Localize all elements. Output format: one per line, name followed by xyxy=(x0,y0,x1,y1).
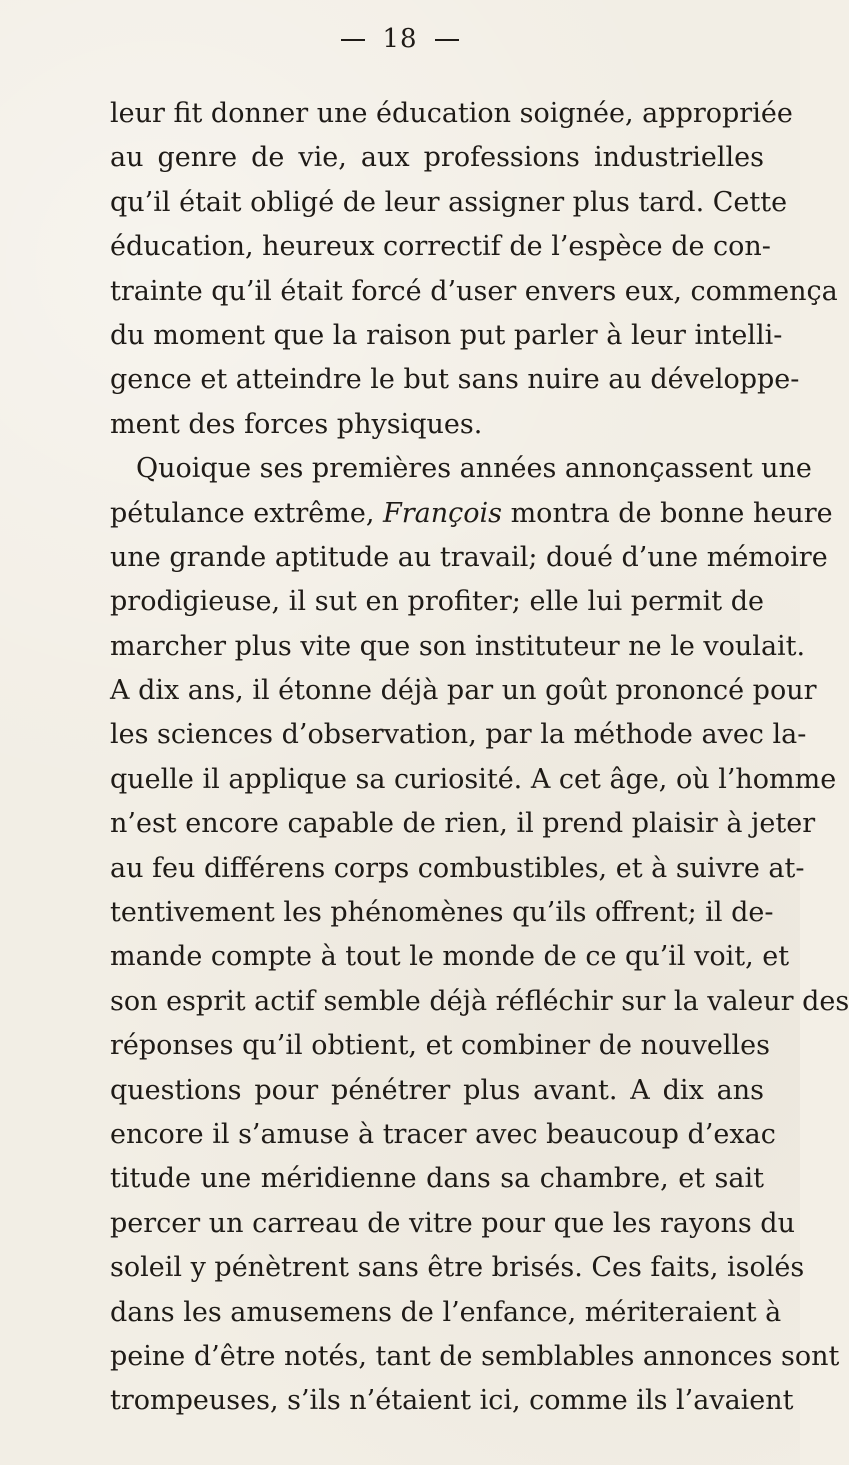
text-line: les sciences d’observation, par la méthode avec la- xyxy=(110,719,807,751)
text-line: tentivement les phénomènes qu’ils offrent; il de- xyxy=(110,897,774,929)
text-line: éducation, heureux correctif de l’espèce de con- xyxy=(110,231,771,263)
text-line: trompeuses, s’ils n’étaient ici, comme ils l’avaient xyxy=(110,1385,794,1417)
text-line: réponses qu’il obtient, et combiner de nouvelles xyxy=(110,1030,770,1062)
text-line: n’est encore capable de rien, il prend plaisir à jeter xyxy=(110,808,816,840)
text-segment: montra de bonne heure xyxy=(502,497,833,529)
text-line: A dix ans, il étonne déjà par un goût prononcé pour xyxy=(110,675,817,707)
text-line: au genre de vie, aux professions industrielles xyxy=(110,142,764,174)
text-line: percer un carreau de vitre pour que les rayons du xyxy=(110,1207,795,1239)
text-segment: pétulance extrême, xyxy=(110,497,383,529)
text-line: ment des forces physiques. xyxy=(110,408,483,440)
page-text xyxy=(110,92,849,1424)
text-line: dans les amusemens de l’enfance, mériteraient à xyxy=(110,1296,782,1328)
text-line: marcher plus vite que son instituteur ne le voulait. xyxy=(110,630,806,662)
text-line: du moment que la raison put parler à leur intelli- xyxy=(110,319,783,351)
text-line: quelle il applique sa curiosité. A cet âge, où l’homme xyxy=(110,763,837,795)
text-line: son esprit actif semble déjà réfléchir sur la valeur des xyxy=(110,985,849,1017)
text-line: mande compte à tout le monde de ce qu’il voit, et xyxy=(110,941,790,973)
text-line: au feu différens corps combustibles, et à suivre at- xyxy=(110,852,805,884)
page-number: 18 xyxy=(382,24,418,54)
text-line: qu’il était obligé de leur assigner plus tard. Cette xyxy=(110,186,788,218)
page-header xyxy=(0,26,800,52)
text-line: titude une méridienne dans sa chambre, et sait xyxy=(110,1163,764,1195)
text-line: prodigieuse, il sut en profiter; elle lui permit de xyxy=(110,586,764,618)
text-line: questions pour pénétrer plus avant. A dix ans xyxy=(110,1074,764,1106)
text-line: une grande aptitude au travail; doué d’une mémoire xyxy=(110,541,828,573)
text-line-with-italic-name xyxy=(110,492,833,536)
text-line: trainte qu’il était forcé d’user envers eux, commença xyxy=(110,275,838,307)
paragraph-start-line: Quoique ses premières années annonçassent une xyxy=(136,453,812,485)
header-left-dash xyxy=(341,39,365,41)
header-right-dash xyxy=(435,39,459,41)
italic-name: François xyxy=(383,497,502,529)
text-line: gence et atteindre le but sans nuire au développe- xyxy=(110,364,800,396)
text-line: leur fit donner une éducation soignée, appropriée xyxy=(110,98,793,129)
text-line: encore il s’amuse à tracer avec beaucoup d’exac xyxy=(110,1118,776,1150)
text-line: soleil y pénètrent sans être brisés. Ces faits, isolés xyxy=(110,1252,805,1284)
text-line: peine d’être notés, tant de semblables annonces sont xyxy=(110,1340,840,1372)
